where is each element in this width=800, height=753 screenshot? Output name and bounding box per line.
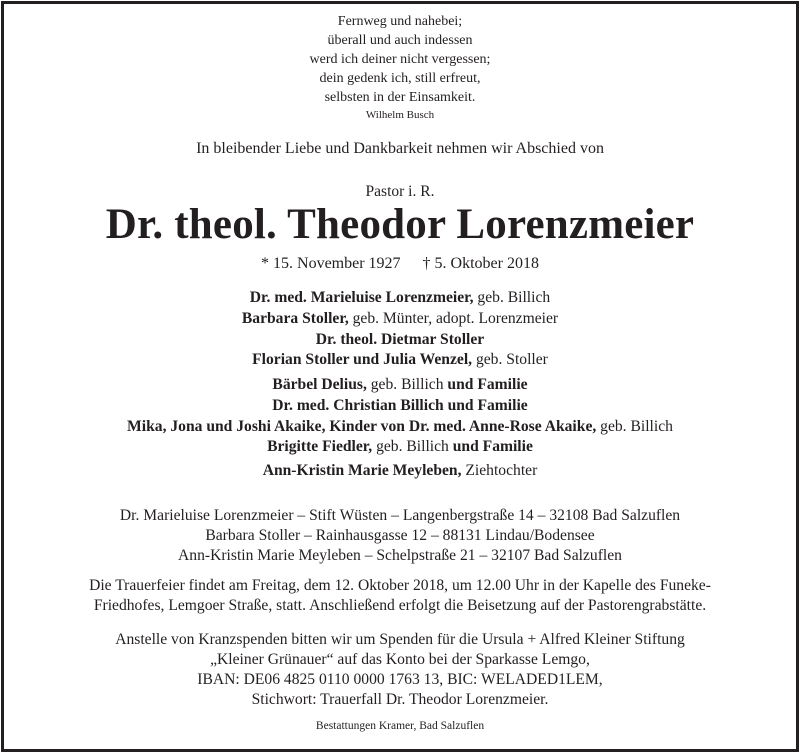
donation-info bbox=[0, 630, 800, 710]
mourner-note: geb. Billich bbox=[596, 418, 673, 435]
mourner-note: Ziehtochter bbox=[461, 462, 538, 479]
poem-line: Fernweg und nahebei; bbox=[337, 14, 463, 29]
poem-line: werd ich deiner nicht vergessen; bbox=[309, 52, 491, 67]
mourner-line bbox=[0, 418, 800, 436]
mourner-name: Brigitte Fiedler, bbox=[267, 438, 373, 455]
mourner-name: Barbara Stoller, bbox=[241, 310, 349, 327]
mourner-family: und Familie bbox=[452, 438, 533, 455]
donation-line: Anstelle von Kranzspenden bitten wir um Spenden für die Ursula + Alfred Kleiner Stiftung bbox=[115, 631, 685, 648]
deceased-name: Dr. theol. Theodor Lorenzmeier bbox=[105, 201, 695, 248]
mourner-note: geb. Billich bbox=[473, 289, 551, 306]
death-date: † 5. Oktober 2018 bbox=[422, 255, 539, 272]
life-dates bbox=[0, 255, 800, 273]
mourner-line bbox=[0, 331, 800, 349]
mourner-line bbox=[0, 462, 800, 480]
mourner-line bbox=[0, 376, 800, 394]
address-line: Dr. Marieluise Lorenzmeier – Stift Wüsten – Langenbergstraße 14 – 32108 Bad Salzuflen bbox=[119, 507, 681, 524]
donation-line: Stichwort: Trauerfall Dr. Theodor Lorenzmeier. bbox=[251, 691, 549, 708]
funeral-info bbox=[0, 576, 800, 616]
mourner-line bbox=[0, 351, 800, 369]
funeral-line: Friedhofes, Lemgoer Straße, statt. Anschließend erfolgt die Beisetzung auf der Pastorengrabstätte. bbox=[93, 597, 707, 614]
address-line: Ann-Kristin Marie Meyleben – Schelpstraße 21 – 32107 Bad Salzuflen bbox=[178, 547, 622, 564]
intro-text: In bleibender Liebe und Dankbarkeit nehmen wir Abschied von bbox=[196, 140, 604, 157]
mourner-name: Ann-Kristin Marie Meyleben, bbox=[262, 462, 462, 479]
undertaker: Bestattungen Kramer, Bad Salzuflen bbox=[315, 720, 485, 732]
mourner-line bbox=[0, 310, 800, 328]
mourner-line bbox=[0, 397, 800, 415]
donation-line: IBAN: DE06 4825 0110 0000 1763 13, BIC: WELADED1LEM, bbox=[197, 671, 603, 688]
funeral-line: Die Trauerfeier findet am Freitag, dem 12. Oktober 2018, um 12.00 Uhr in der Kapelle des Funeke- bbox=[89, 577, 711, 594]
mourner-note: geb. Münter, adopt. Lorenzmeier bbox=[348, 310, 559, 327]
mourner-note: geb. Billich bbox=[366, 376, 448, 393]
mourner-name: Dr. med. Christian Billich und Familie bbox=[272, 397, 528, 414]
poem-author: Wilhelm Busch bbox=[365, 109, 435, 121]
mourner-name: Mika, Jona und Joshi Akaike, Kinder von Dr. med. Anne-Rose Akaike, bbox=[127, 418, 597, 435]
address-line: Barbara Stoller – Rainhausgasse 12 – 88131 Lindau/Bodensee bbox=[205, 527, 595, 544]
birth-date: * 15. November 1927 bbox=[261, 255, 401, 272]
mourner-name: Dr. theol. Dietmar Stoller bbox=[315, 331, 485, 348]
mourner-name: Bärbel Delius, bbox=[272, 376, 367, 393]
mourner-name: Dr. med. Marieluise Lorenzmeier, bbox=[249, 289, 474, 306]
mourner-family: und Familie bbox=[447, 376, 528, 393]
donation-line: „Kleiner Grünauer“ auf das Konto bei der Sparkasse Lemgo, bbox=[210, 651, 590, 668]
mourner-note: geb. Stoller bbox=[472, 351, 548, 368]
poem-line: dein gedenk ich, still erfreut, bbox=[319, 71, 481, 86]
mourner-note: geb. Billich bbox=[372, 438, 453, 455]
mourner-line bbox=[0, 438, 800, 456]
mourner-name: Florian Stoller und Julia Wenzel, bbox=[252, 351, 473, 368]
mourner-line bbox=[0, 289, 800, 307]
deceased-title: Pastor i. R. bbox=[365, 183, 435, 200]
poem-line: überall und auch indessen bbox=[327, 33, 473, 48]
poem bbox=[0, 12, 800, 107]
poem-line: selbsten in der Einsamkeit. bbox=[324, 90, 476, 105]
